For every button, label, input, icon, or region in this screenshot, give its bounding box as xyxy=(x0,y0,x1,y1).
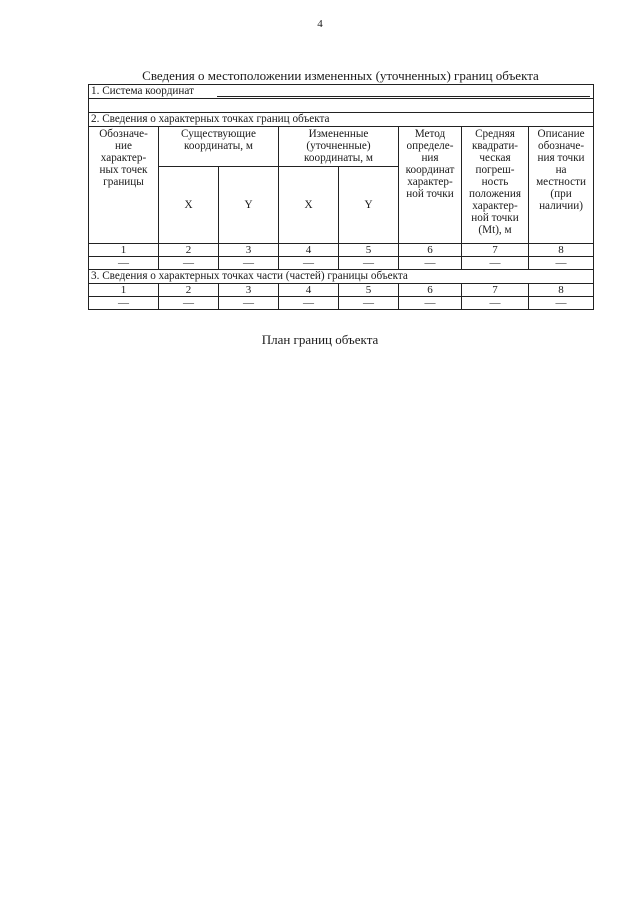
header-changed-y: Y xyxy=(339,167,399,244)
table-cell: 7 xyxy=(462,244,529,257)
header-point-designation: Обозначе- ние характер- ных точек границы xyxy=(89,127,159,244)
table-cell: 3 xyxy=(219,244,279,257)
table-cell: 4 xyxy=(279,244,339,257)
table-cell: 2 xyxy=(159,244,219,257)
section-2-label: 2. Сведения о характерных точках границ объекта xyxy=(89,113,594,127)
table-cell: 3 xyxy=(219,284,279,297)
table-cell: 7 xyxy=(462,284,529,297)
table-cell: — xyxy=(399,297,462,310)
table-cell: — xyxy=(399,257,462,270)
page-number: 4 xyxy=(317,18,323,30)
table-cell: 2 xyxy=(159,284,219,297)
plan-title: План границ объекта xyxy=(261,332,379,347)
table-cell: — xyxy=(219,297,279,310)
table-cell: — xyxy=(339,257,399,270)
table-cell: — xyxy=(279,297,339,310)
table-cell: 4 xyxy=(279,284,339,297)
header-existing-coordinates: Существующие координаты, м xyxy=(159,127,279,167)
section-2-number-row xyxy=(89,244,594,257)
section-3-data-row xyxy=(89,297,594,310)
table-cell: — xyxy=(159,257,219,270)
table-cell: — xyxy=(462,257,529,270)
header-description: Описание обозначе- ния точки на местности (при наличии) xyxy=(529,127,594,244)
header-method: Метод определе- ния координат характер- ной точки xyxy=(399,127,462,244)
header-changed-coordinates: Измененные (уточненные) координаты, м xyxy=(279,127,399,167)
table-cell: — xyxy=(529,297,594,310)
table-cell: 6 xyxy=(399,284,462,297)
header-changed-x: X xyxy=(279,167,339,244)
table-cell: 6 xyxy=(399,244,462,257)
table-cell: — xyxy=(529,257,594,270)
table-cell: 8 xyxy=(529,284,594,297)
table-cell: — xyxy=(89,257,159,270)
table-cell: — xyxy=(462,297,529,310)
table-cell: — xyxy=(279,257,339,270)
section-2-data-row xyxy=(89,257,594,270)
table-cell: 1 xyxy=(89,284,159,297)
table-cell: — xyxy=(89,297,159,310)
document-title: Сведения о местоположении измененных (уточненных) границ объекта xyxy=(142,68,539,83)
table-cell: — xyxy=(219,257,279,270)
coordinate-system-label: 1. Система координат xyxy=(91,85,194,97)
boundary-table xyxy=(88,84,594,310)
section-1-blank-row xyxy=(89,99,594,113)
table-cell: 8 xyxy=(529,244,594,257)
header-existing-y: Y xyxy=(219,167,279,244)
coordinate-system-fill-line xyxy=(217,96,590,97)
section-3-label: 3. Сведения о характерных точках части (частей) границы объекта xyxy=(89,270,594,284)
table-cell: 5 xyxy=(339,244,399,257)
header-existing-x: X xyxy=(159,167,219,244)
header-accuracy: Средняя квадрати- ческая погреш- ность положения характер- ной точки (Mt), м xyxy=(462,127,529,244)
table-cell: — xyxy=(339,297,399,310)
section-3-number-row xyxy=(89,284,594,297)
table-cell: 5 xyxy=(339,284,399,297)
table-cell: — xyxy=(159,297,219,310)
table-cell: 1 xyxy=(89,244,159,257)
